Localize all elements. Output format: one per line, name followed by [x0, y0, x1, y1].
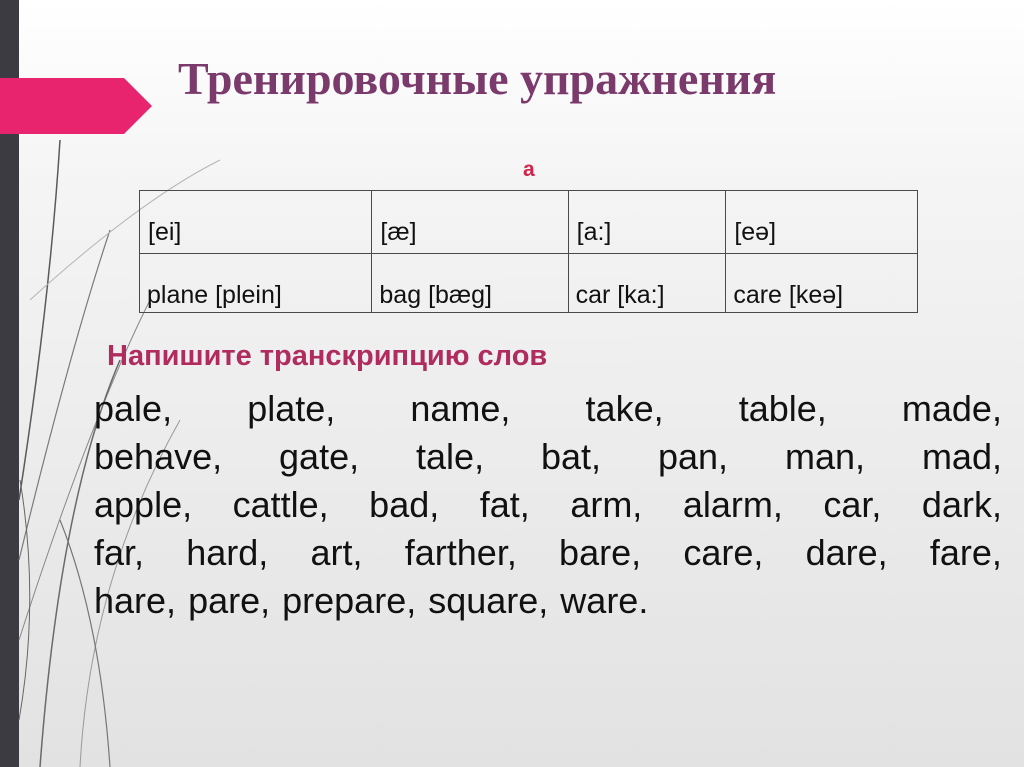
word: ware.	[560, 580, 649, 621]
word: cattle,	[232, 484, 329, 525]
pink-arrow-banner	[0, 78, 152, 134]
table-cell: bag [bæg]	[372, 254, 568, 313]
word: bat,	[541, 436, 602, 477]
word: bare,	[559, 532, 642, 573]
word-line	[94, 433, 1002, 481]
task-heading: Напишите транскрипцию слов	[107, 340, 548, 372]
word: far,	[94, 532, 145, 573]
word: hard,	[186, 532, 269, 573]
word: gate,	[279, 436, 360, 477]
word: fare,	[929, 532, 1002, 573]
word: bad,	[369, 484, 440, 525]
table-cell: [ei]	[140, 191, 372, 254]
word-line	[94, 577, 1002, 625]
table-cell: [eə]	[726, 191, 918, 254]
word: plate,	[247, 388, 336, 429]
word: pan,	[657, 436, 729, 477]
table-cell: care [keə]	[726, 254, 918, 313]
word: square,	[428, 580, 549, 621]
word: made,	[901, 388, 1002, 429]
word: care,	[683, 532, 764, 573]
table-row	[140, 191, 918, 254]
word: car,	[823, 484, 882, 525]
word: table,	[738, 388, 827, 429]
word-line	[94, 385, 1002, 433]
word: tale,	[416, 436, 485, 477]
word: man,	[784, 436, 866, 477]
table-cell: [a:]	[568, 191, 726, 254]
word: mad,	[921, 436, 1002, 477]
word: apple,	[94, 484, 193, 525]
word: pare,	[188, 580, 271, 621]
word: dark,	[921, 484, 1002, 525]
table-cell: car [ka:]	[568, 254, 726, 313]
page-title: Тренировочные упражнения	[178, 53, 777, 104]
word: art,	[310, 532, 363, 573]
word-line	[94, 529, 1002, 577]
word: dare,	[805, 532, 888, 573]
word: alarm,	[682, 484, 783, 525]
word-list	[94, 385, 1002, 625]
word: pale,	[94, 388, 173, 429]
table-cell: plane [plein]	[140, 254, 372, 313]
word: prepare,	[282, 580, 417, 621]
word: arm,	[570, 484, 643, 525]
word-line	[94, 481, 1002, 529]
word: hare,	[94, 580, 177, 621]
word: farther,	[404, 532, 517, 573]
vowel-heading: a	[523, 158, 535, 181]
table-row	[140, 254, 918, 313]
word: name,	[410, 388, 511, 429]
table-cell: [æ]	[372, 191, 568, 254]
word: behave,	[94, 436, 223, 477]
word: take,	[585, 388, 664, 429]
word: fat,	[479, 484, 530, 525]
transcription-table	[139, 190, 918, 313]
